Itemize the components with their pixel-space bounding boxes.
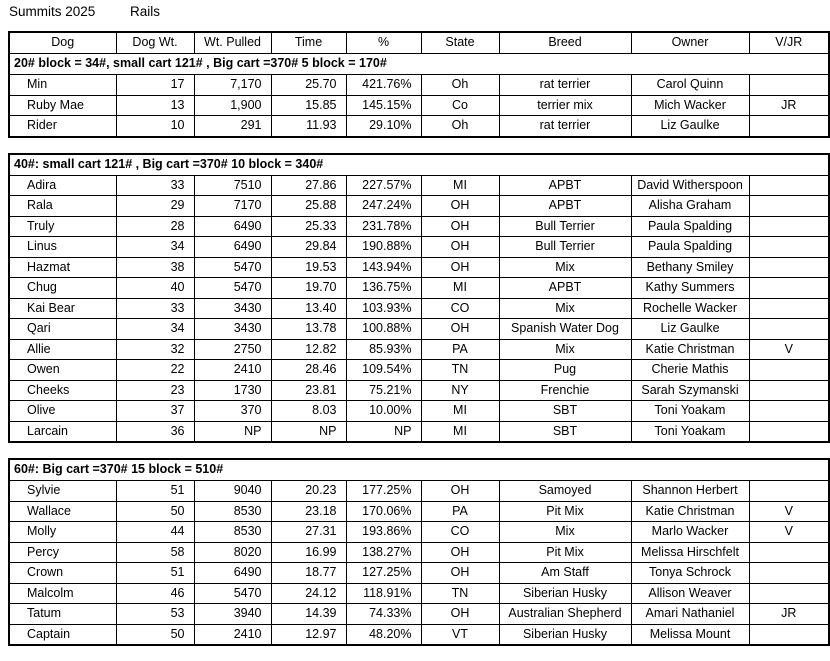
cell: 12.82 xyxy=(271,339,346,360)
cell: Bethany Smiley xyxy=(631,257,749,278)
cell xyxy=(749,542,829,563)
cell: 58 xyxy=(116,542,194,563)
cell: Min xyxy=(9,75,116,96)
section-header-label: 20# block = 34#, small cart 121# , Big cart =370# 5 block = 170# xyxy=(9,54,829,75)
cell: APBT xyxy=(499,278,631,299)
cell: 32 xyxy=(116,339,194,360)
cell: 10 xyxy=(116,116,194,137)
cell: Allison Weaver xyxy=(631,583,749,604)
cell: Katie Christman xyxy=(631,501,749,522)
cell: Crown xyxy=(9,563,116,584)
cell: Toni Yoakam xyxy=(631,401,749,422)
table-row xyxy=(9,360,829,381)
cell: 8020 xyxy=(194,542,271,563)
cell: Bull Terrier xyxy=(499,216,631,237)
cell: Tonya Schrock xyxy=(631,563,749,584)
cell: terrier mix xyxy=(499,95,631,116)
cell: OH xyxy=(421,604,499,625)
cell: 170.06% xyxy=(346,501,421,522)
cell: 25.70 xyxy=(271,75,346,96)
cell: 118.91% xyxy=(346,583,421,604)
cell: Hazmat xyxy=(9,257,116,278)
cell: 100.88% xyxy=(346,319,421,340)
cell: 7,170 xyxy=(194,75,271,96)
cell xyxy=(749,257,829,278)
cell: Siberian Husky xyxy=(499,624,631,645)
cell: 17 xyxy=(116,75,194,96)
cell: MI xyxy=(421,421,499,442)
cell: 37 xyxy=(116,401,194,422)
column-header: V/JR xyxy=(749,32,829,54)
cell: PA xyxy=(421,339,499,360)
cell xyxy=(749,380,829,401)
table-row xyxy=(9,278,829,299)
column-header: Dog Wt. xyxy=(116,32,194,54)
cell xyxy=(749,421,829,442)
cell: PA xyxy=(421,501,499,522)
cell: 5470 xyxy=(194,583,271,604)
table-row xyxy=(9,116,829,137)
cell: 48.20% xyxy=(346,624,421,645)
cell: Pit Mix xyxy=(499,501,631,522)
cell: Mix xyxy=(499,522,631,543)
column-header: State xyxy=(421,32,499,54)
section-header-label: 60#: Big cart =370# 15 block = 510# xyxy=(9,459,829,481)
cell: Sylvie xyxy=(9,481,116,502)
cell: OH xyxy=(421,257,499,278)
cell: Rider xyxy=(9,116,116,137)
cell: MI xyxy=(421,401,499,422)
cell: Molly xyxy=(9,522,116,543)
cell: 50 xyxy=(116,501,194,522)
cell: 8530 xyxy=(194,501,271,522)
cell: 7510 xyxy=(194,175,271,196)
cell xyxy=(749,237,829,258)
table-row xyxy=(9,604,829,625)
table-row xyxy=(9,196,829,217)
cell: 13.78 xyxy=(271,319,346,340)
cell: 85.93% xyxy=(346,339,421,360)
cell: 6490 xyxy=(194,563,271,584)
cell xyxy=(749,583,829,604)
cell: Mix xyxy=(499,298,631,319)
cell: Truly xyxy=(9,216,116,237)
cell xyxy=(749,298,829,319)
section-header-row xyxy=(9,54,829,75)
cell: Adira xyxy=(9,175,116,196)
cell: 227.57% xyxy=(346,175,421,196)
cell: CO xyxy=(421,522,499,543)
cell: Oh xyxy=(421,75,499,96)
cell: 145.15% xyxy=(346,95,421,116)
section-table xyxy=(8,153,830,444)
cell: 27.31 xyxy=(271,522,346,543)
cell: 2410 xyxy=(194,624,271,645)
table-row xyxy=(9,216,829,237)
cell: 44 xyxy=(116,522,194,543)
cell: Am Staff xyxy=(499,563,631,584)
cell: Olive xyxy=(9,401,116,422)
cell: Cheeks xyxy=(9,380,116,401)
table-row xyxy=(9,583,829,604)
cell xyxy=(749,624,829,645)
cell: Linus xyxy=(9,237,116,258)
cell: Paula Spalding xyxy=(631,216,749,237)
cell: Ruby Mae xyxy=(9,95,116,116)
cell: V xyxy=(749,501,829,522)
cell: Mich Wacker xyxy=(631,95,749,116)
cell: 1730 xyxy=(194,380,271,401)
cell: OH xyxy=(421,481,499,502)
cell: 51 xyxy=(116,481,194,502)
cell xyxy=(749,319,829,340)
cell: Amari Nathaniel xyxy=(631,604,749,625)
cell: 3430 xyxy=(194,319,271,340)
cell: MI xyxy=(421,175,499,196)
cell: 19.70 xyxy=(271,278,346,299)
cell: OH xyxy=(421,319,499,340)
cell: Cherie Mathis xyxy=(631,360,749,381)
cell: 13.40 xyxy=(271,298,346,319)
cell: Toni Yoakam xyxy=(631,421,749,442)
cell: 50 xyxy=(116,624,194,645)
cell: 6490 xyxy=(194,216,271,237)
cell: 24.12 xyxy=(271,583,346,604)
cell: 75.21% xyxy=(346,380,421,401)
cell xyxy=(749,75,829,96)
table-row xyxy=(9,298,829,319)
cell: OH xyxy=(421,237,499,258)
table-row xyxy=(9,95,829,116)
cell: 23.81 xyxy=(271,380,346,401)
cell: rat terrier xyxy=(499,75,631,96)
cell: 19.53 xyxy=(271,257,346,278)
cell: NP xyxy=(346,421,421,442)
cell: TN xyxy=(421,360,499,381)
table-row xyxy=(9,481,829,502)
cell: 51 xyxy=(116,563,194,584)
cell: 14.39 xyxy=(271,604,346,625)
cell: VT xyxy=(421,624,499,645)
cell: Alisha Graham xyxy=(631,196,749,217)
cell: 34 xyxy=(116,319,194,340)
cell: 22 xyxy=(116,360,194,381)
cell: Melissa Mount xyxy=(631,624,749,645)
cell: OH xyxy=(421,563,499,584)
cell: 29.10% xyxy=(346,116,421,137)
cell: Wallace xyxy=(9,501,116,522)
cell: David Witherspoon xyxy=(631,175,749,196)
cell: 2750 xyxy=(194,339,271,360)
cell: 247.24% xyxy=(346,196,421,217)
cell: NP xyxy=(194,421,271,442)
table-row xyxy=(9,563,829,584)
cell: 9040 xyxy=(194,481,271,502)
table-row xyxy=(9,237,829,258)
cell: Siberian Husky xyxy=(499,583,631,604)
cell: OH xyxy=(421,196,499,217)
cell: Rochelle Wacker xyxy=(631,298,749,319)
cell: MI xyxy=(421,278,499,299)
table-row xyxy=(9,542,829,563)
cell: Sarah Szymanski xyxy=(631,380,749,401)
cell xyxy=(749,360,829,381)
cell: 2410 xyxy=(194,360,271,381)
column-header: Owner xyxy=(631,32,749,54)
cell: Pit Mix xyxy=(499,542,631,563)
title-bar xyxy=(0,0,830,31)
cell: 8.03 xyxy=(271,401,346,422)
cell: Frenchie xyxy=(499,380,631,401)
cell: 27.86 xyxy=(271,175,346,196)
cell: 13 xyxy=(116,95,194,116)
cell: 3940 xyxy=(194,604,271,625)
cell: 38 xyxy=(116,257,194,278)
cell: 8530 xyxy=(194,522,271,543)
cell: Co xyxy=(421,95,499,116)
cell: 23 xyxy=(116,380,194,401)
cell: 11.93 xyxy=(271,116,346,137)
cell: 109.54% xyxy=(346,360,421,381)
cell: 20.23 xyxy=(271,481,346,502)
table-row xyxy=(9,257,829,278)
cell: Allie xyxy=(9,339,116,360)
cell: 10.00% xyxy=(346,401,421,422)
page-title: Summits 2025 xyxy=(9,4,96,19)
cell: 193.86% xyxy=(346,522,421,543)
cell: SBT xyxy=(499,421,631,442)
table-row xyxy=(9,401,829,422)
cell: Larcain xyxy=(9,421,116,442)
cell: 6490 xyxy=(194,237,271,258)
cell: 40 xyxy=(116,278,194,299)
table-row xyxy=(9,380,829,401)
cell: Marlo Wacker xyxy=(631,522,749,543)
cell: 33 xyxy=(116,175,194,196)
section-table xyxy=(8,458,830,646)
cell: JR xyxy=(749,604,829,625)
cell: 143.94% xyxy=(346,257,421,278)
cell xyxy=(749,116,829,137)
section-header-row xyxy=(9,154,829,176)
cell: V xyxy=(749,522,829,543)
cell: Australian Shepherd xyxy=(499,604,631,625)
cell: 138.27% xyxy=(346,542,421,563)
cell: 25.33 xyxy=(271,216,346,237)
cell: 25.88 xyxy=(271,196,346,217)
cell: NP xyxy=(271,421,346,442)
column-header: Time xyxy=(271,32,346,54)
section-header-row xyxy=(9,459,829,481)
cell: Malcolm xyxy=(9,583,116,604)
cell: Bull Terrier xyxy=(499,237,631,258)
cell xyxy=(749,175,829,196)
cell: rat terrier xyxy=(499,116,631,137)
cell: OH xyxy=(421,542,499,563)
cell: Liz Gaulke xyxy=(631,116,749,137)
cell: 421.76% xyxy=(346,75,421,96)
section-table xyxy=(8,31,830,138)
cell: TN xyxy=(421,583,499,604)
column-header-row xyxy=(9,32,829,54)
pull-results-tables xyxy=(8,31,830,661)
cell: Oh xyxy=(421,116,499,137)
cell: 370 xyxy=(194,401,271,422)
cell: Pug xyxy=(499,360,631,381)
table-row xyxy=(9,319,829,340)
page-subtitle: Rails xyxy=(130,4,161,19)
column-header: Breed xyxy=(499,32,631,54)
cell: 46 xyxy=(116,583,194,604)
cell: Captain xyxy=(9,624,116,645)
cell: 127.25% xyxy=(346,563,421,584)
table-row xyxy=(9,522,829,543)
cell: Liz Gaulke xyxy=(631,319,749,340)
cell: Owen xyxy=(9,360,116,381)
table-row xyxy=(9,624,829,645)
cell: 136.75% xyxy=(346,278,421,299)
cell: 103.93% xyxy=(346,298,421,319)
column-header: % xyxy=(346,32,421,54)
cell xyxy=(749,216,829,237)
table-row xyxy=(9,339,829,360)
cell: OH xyxy=(421,216,499,237)
cell: Mix xyxy=(499,339,631,360)
cell: Shannon Herbert xyxy=(631,481,749,502)
cell xyxy=(749,196,829,217)
cell: NY xyxy=(421,380,499,401)
cell: 36 xyxy=(116,421,194,442)
cell: Katie Christman xyxy=(631,339,749,360)
cell: 74.33% xyxy=(346,604,421,625)
cell: Samoyed xyxy=(499,481,631,502)
cell: Tatum xyxy=(9,604,116,625)
table-row xyxy=(9,75,829,96)
cell: Chug xyxy=(9,278,116,299)
cell xyxy=(749,278,829,299)
cell: 5470 xyxy=(194,278,271,299)
table-row xyxy=(9,175,829,196)
cell: Qari xyxy=(9,319,116,340)
cell xyxy=(749,481,829,502)
cell: SBT xyxy=(499,401,631,422)
cell: CO xyxy=(421,298,499,319)
cell: 177.25% xyxy=(346,481,421,502)
cell: 5470 xyxy=(194,257,271,278)
cell: 29.84 xyxy=(271,237,346,258)
cell: Kai Bear xyxy=(9,298,116,319)
cell: Spanish Water Dog xyxy=(499,319,631,340)
cell: Rala xyxy=(9,196,116,217)
cell: 7170 xyxy=(194,196,271,217)
cell: 1,900 xyxy=(194,95,271,116)
column-header: Wt. Pulled xyxy=(194,32,271,54)
cell: 231.78% xyxy=(346,216,421,237)
cell: 291 xyxy=(194,116,271,137)
cell: 16.99 xyxy=(271,542,346,563)
cell xyxy=(749,563,829,584)
section-header-label: 40#: small cart 121# , Big cart =370# 10 block = 340# xyxy=(9,154,829,176)
cell: 33 xyxy=(116,298,194,319)
cell: 28.46 xyxy=(271,360,346,381)
cell: 3430 xyxy=(194,298,271,319)
cell: 34 xyxy=(116,237,194,258)
cell: APBT xyxy=(499,196,631,217)
cell: 28 xyxy=(116,216,194,237)
cell: 12.97 xyxy=(271,624,346,645)
cell: Kathy Summers xyxy=(631,278,749,299)
cell: 190.88% xyxy=(346,237,421,258)
cell: Carol Quinn xyxy=(631,75,749,96)
cell: Paula Spalding xyxy=(631,237,749,258)
cell: 15.85 xyxy=(271,95,346,116)
cell: V xyxy=(749,339,829,360)
cell: 29 xyxy=(116,196,194,217)
cell: 18.77 xyxy=(271,563,346,584)
table-row xyxy=(9,421,829,442)
cell: APBT xyxy=(499,175,631,196)
cell: JR xyxy=(749,95,829,116)
cell: Mix xyxy=(499,257,631,278)
cell: 53 xyxy=(116,604,194,625)
cell xyxy=(749,401,829,422)
cell: 23.18 xyxy=(271,501,346,522)
column-header: Dog xyxy=(9,32,116,54)
table-row xyxy=(9,501,829,522)
cell: Percy xyxy=(9,542,116,563)
cell: Melissa Hirschfelt xyxy=(631,542,749,563)
